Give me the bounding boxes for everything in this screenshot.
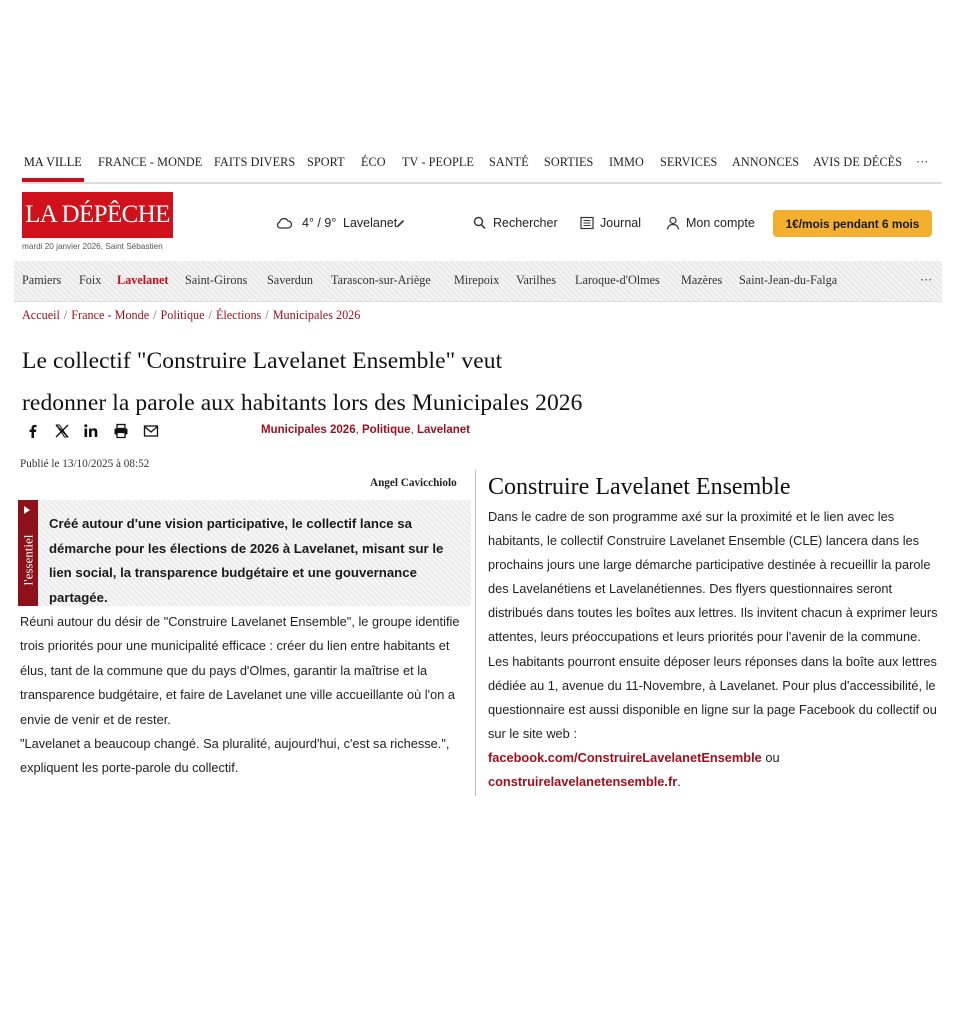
sidebar-heading: Construire Lavelanet Ensemble	[488, 474, 791, 500]
cloud-icon	[275, 216, 293, 230]
article-author[interactable]: Angel Cavicchiolo	[370, 477, 457, 489]
topnav-faits-divers[interactable]: FAITS DIVERS	[214, 155, 296, 169]
topnav-avis-de-deces[interactable]: AVIS DE DÉCÈS	[813, 155, 903, 169]
essentiel-label: l'essentiel	[20, 534, 35, 586]
site-logo[interactable]	[22, 192, 173, 238]
website-link[interactable]: construirelavelanetensemble.fr	[488, 774, 678, 790]
breadcrumb-elections[interactable]: Élections	[215, 308, 262, 322]
local-saverdun[interactable]: Saverdun	[267, 273, 314, 287]
sidebar-body	[488, 505, 940, 794]
breadcrumb: Accueil / France - Monde / Politique / Élections / Municipales 2026	[22, 308, 361, 322]
local-varilhes[interactable]: Varilhes	[516, 273, 556, 287]
newspaper-icon[interactable]	[580, 216, 594, 230]
weather-city[interactable]: Lavelanet	[343, 216, 398, 230]
local-mazeres[interactable]: Mazères	[681, 273, 723, 287]
local-foix[interactable]: Foix	[79, 273, 102, 287]
topnav-sante[interactable]: SANTÉ	[489, 155, 529, 169]
topnav-france-monde[interactable]: FRANCE - MONDE	[98, 155, 203, 169]
x-share-icon[interactable]	[54, 423, 70, 439]
local-saint-girons[interactable]: Saint-Girons	[185, 273, 248, 287]
dateline: mardi 20 janvier 2026, Saint Sébastien	[22, 242, 163, 251]
topnav-annonces[interactable]: ANNONCES	[732, 155, 800, 169]
top-navigation	[22, 148, 942, 184]
link-end: .	[677, 774, 681, 790]
breadcrumb-politique[interactable]: Politique	[160, 308, 205, 322]
linkedin-share-icon[interactable]	[83, 423, 99, 439]
local-tarascon[interactable]: Tarascon-sur-Ariège	[331, 273, 431, 287]
search-icon[interactable]	[473, 216, 486, 230]
topnav-services[interactable]: SERVICES	[660, 155, 718, 169]
article-title	[22, 340, 762, 424]
article-tags: Municipales 2026, Politique, Lavelanet	[261, 424, 471, 436]
topnav-more-button[interactable]: ···	[916, 155, 929, 169]
search-button[interactable]: Rechercher	[493, 216, 558, 230]
essentiel-summary: Créé autour d'une vision participative, le collectif lance sa démarche pour les élections de 2026 à Lavelanet, misant sur le lien social, la transparence budgétaire et une gouvernance partagée.	[49, 516, 444, 605]
topnav-tv-people[interactable]: TV - PEOPLE	[402, 155, 474, 169]
weather-temperature: 4° / 9°	[302, 216, 337, 230]
tag-municipales[interactable]: Municipales 2026	[261, 424, 356, 436]
published-date: Publié le 13/10/2025 à 08:52	[20, 458, 150, 470]
facebook-share-icon[interactable]	[25, 423, 41, 439]
breadcrumb-municipales[interactable]: Municipales 2026	[272, 308, 361, 322]
email-share-icon[interactable]	[143, 423, 159, 439]
topnav-immo[interactable]: IMMO	[609, 155, 644, 169]
topnav-sport[interactable]: SPORT	[307, 155, 345, 169]
local-laroque-dolmes[interactable]: Laroque-d'Olmes	[575, 273, 660, 287]
column-divider	[475, 470, 476, 796]
topnav-divider	[22, 182, 942, 184]
breadcrumb-france-monde[interactable]: France - Monde	[71, 308, 150, 322]
local-pamiers[interactable]: Pamiers	[22, 273, 62, 287]
topnav-eco[interactable]: ÉCO	[361, 155, 386, 169]
breadcrumb-accueil[interactable]: Accueil	[22, 308, 60, 322]
local-more-button[interactable]: ···	[920, 273, 933, 287]
title-line-2: redonner la parole aux habitants lors des Municipales 2026	[22, 390, 583, 416]
topnav-sorties[interactable]: SORTIES	[544, 155, 594, 169]
local-navigation	[14, 261, 942, 302]
local-mirepoix[interactable]: Mirepoix	[454, 273, 500, 287]
essentiel-tab	[18, 500, 38, 606]
account-button[interactable]: Mon compte	[686, 216, 755, 230]
tag-lavelanet[interactable]: Lavelanet	[416, 424, 471, 436]
title-line-1: Le collectif "Construire Lavelanet Ensemble" veut	[22, 348, 503, 374]
print-icon[interactable]	[113, 423, 129, 439]
body-paragraph-1: Réuni autour du désir de "Construire Lavelanet Ensemble", le groupe identifie trois priorités pour une municipalité efficace : créer du lien entre habitants et élus, tant de la commune que du pays d'Olmes, garantir la maîtrise et la transparence budgétaire, et faire de Lavelanet une ville accueillante où l'on a envie de venir et de rester.	[20, 614, 460, 727]
journal-button[interactable]: Journal	[600, 216, 641, 230]
topnav-ma-ville[interactable]: MA VILLE	[24, 155, 82, 169]
logo-text: LA DÉPÊCHE	[25, 201, 170, 228]
user-icon[interactable]	[666, 216, 680, 230]
local-saint-jean-du-falga[interactable]: Saint-Jean-du-Falga	[739, 273, 838, 287]
subscribe-button[interactable]: 1€/mois pendant 6 mois	[773, 210, 932, 237]
link-separator: ou	[761, 749, 780, 765]
sidebar-paragraph: Dans le cadre de son programme axé sur la proximité et le lien avec les habitants, le collectif Construire Lavelanet Ensemble (CLE) lancera dans les prochains jours une large démarche participative destinée à recueillir la parole des Lavelanétiens et Lavelanétiennes. Des flyers questionnaires seront distribués dans toutes les boîtes aux lettres. Ils invitent chacun à exprimer leurs attentes, leurs préoccupations et leurs priorités pour l'avenir de la commune. Les habitants pourront ensuite déposer leurs réponses dans la boîte aux lettres dédiée au 1, avenue du 11-Novembre, à Lavelanet. Pour plus d'accessibilité, le questionnaire est aussi disponible en ligne sur la page Facebook du collectif ou sur le site web :	[488, 509, 938, 741]
facebook-link[interactable]: facebook.com/ConstruireLavelanetEnsemble	[488, 749, 762, 765]
tag-politique[interactable]: Politique	[362, 424, 411, 436]
body-paragraph-2: "Lavelanet a beaucoup changé. Sa pluralité, aujourd'hui, c'est sa richesse.", expliquent les porte-parole du collectif.	[20, 736, 450, 776]
local-lavelanet[interactable]: Lavelanet	[117, 273, 169, 287]
article-body	[20, 610, 466, 781]
pencil-icon[interactable]	[396, 219, 405, 228]
